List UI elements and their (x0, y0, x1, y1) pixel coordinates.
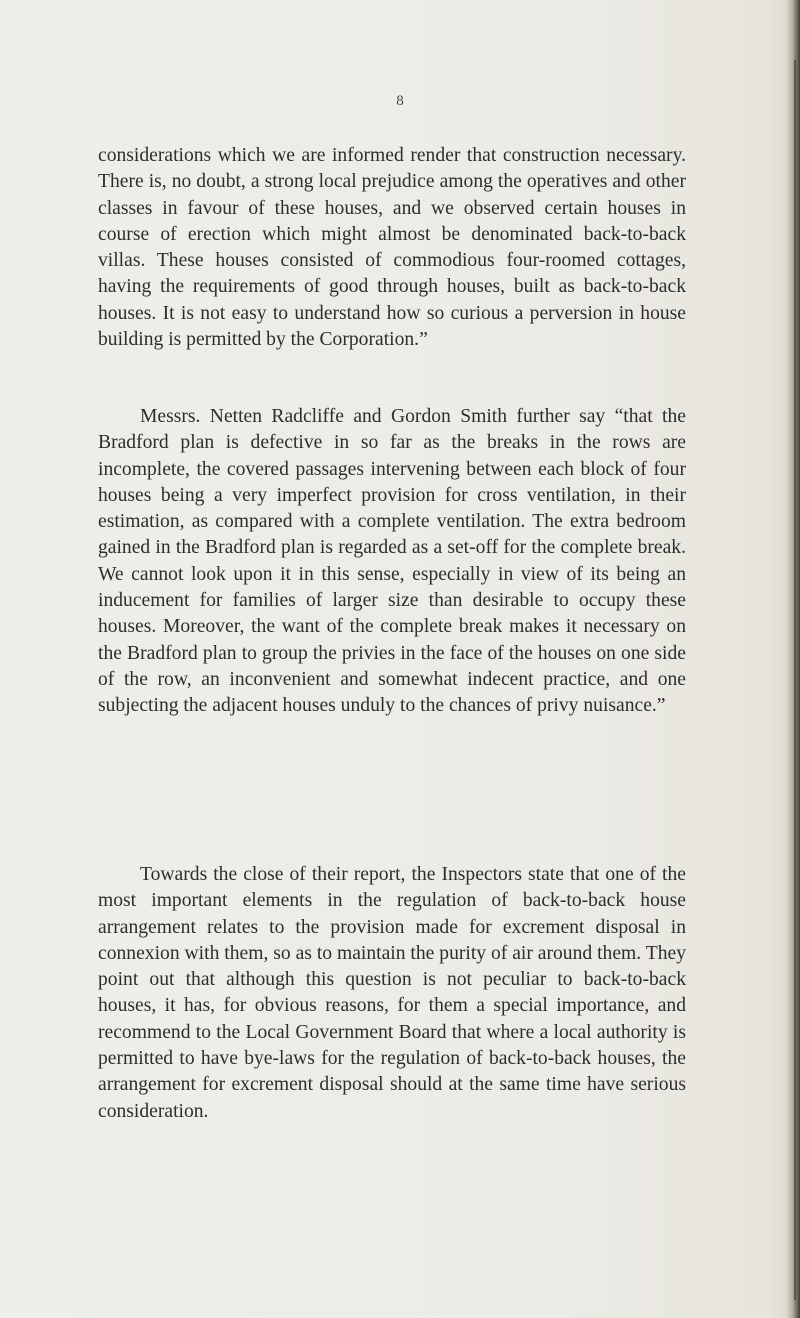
page-number: 8 (396, 93, 404, 109)
paragraph-2: Messrs. Netten Radcliffe and Gordon Smith further say “that the Bradford plan is defective in so far as the breaks in the rows are incomplete, the covered passages intervening between each block of four houses being a very imperfect provision for cross ventilation, in their estimation, as compared with a complete ventilation. The extra bedroom gained in the Bradford plan is regarded as a set-off for the complete break. We cannot look upon it in this sense, especially in view of its being an inducement for families of larger size than desirable to occupy these houses. Moreover, the want of the complete break makes it necessary on the Bradford plan to group the privies in the face of the houses on one side of the row, an inconvenient and somewhat indecent practice, and one subjecting the adjacent houses unduly to the chances of privy nuisance.” (98, 406, 686, 717)
page-edge-line (794, 60, 796, 1300)
paragraph-3: Towards the close of their report, the Inspectors state that one of the most important elements in the regulation of back-to-back house arrangement relates to the provision made for excrement disposal in connexion with them, so as to maintain the purity of air around them. They point out that although this question is not peculiar to back-to-back houses, it has, for obvious reasons, for them a special importance, and recommend to the Local Government Board that where a local authority is permitted to have bye-laws for the regulation of back-to-back houses, the arrangement for excrement disposal should at the same time have serious consideration. (98, 864, 686, 1122)
page-edge-shadow (786, 0, 800, 1318)
paragraph-1: considerations which we are informed render that construction necessary. There is, no doubt, a strong local prejudice among the operatives and other classes in favour of these houses, and we observed certain houses in course of erection which might almost be denominated back-to-back villas. These houses consisted of commodious four-roomed cottages, having the requirements of good through houses, built as back-to-back houses. It is not easy to understand how so curious a perversion in house building is permitted by the Corporation.” (98, 145, 686, 351)
